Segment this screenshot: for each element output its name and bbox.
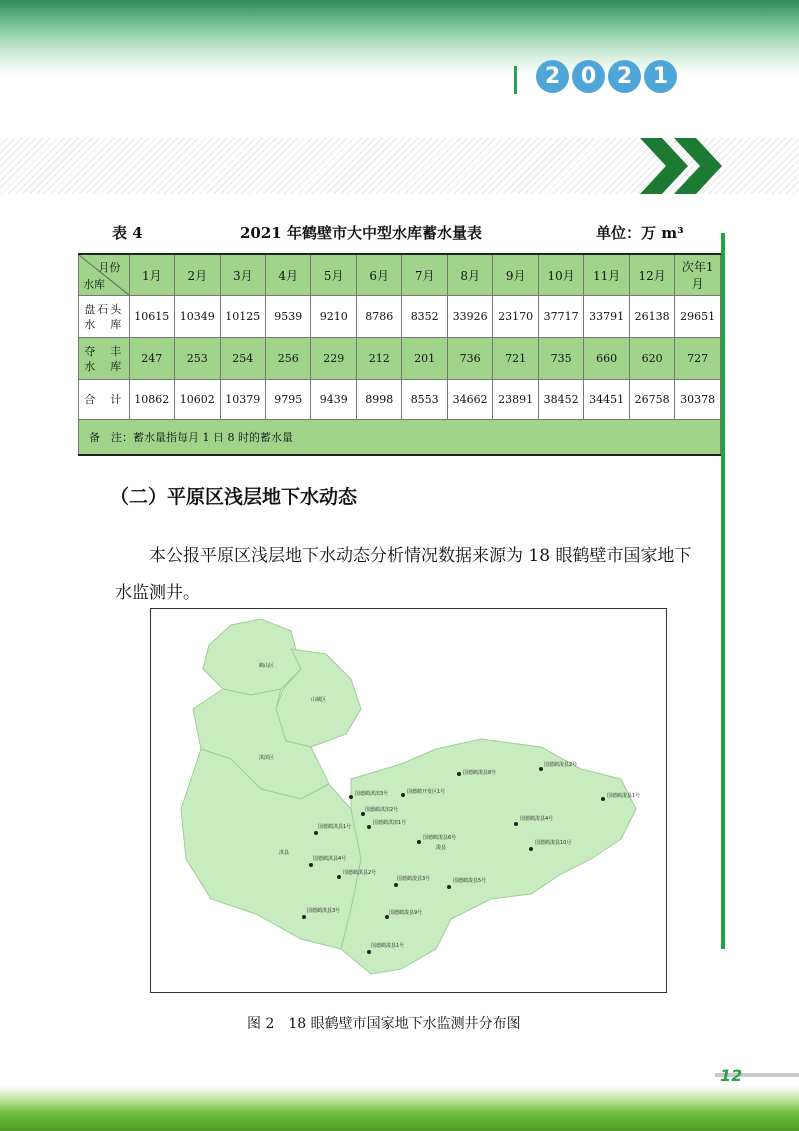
table-cell: 10349	[175, 296, 220, 338]
month-header: 1月	[129, 254, 174, 296]
table-header-row	[79, 254, 721, 296]
table-cell: 620	[629, 338, 674, 380]
table-cell: 34451	[584, 380, 629, 420]
grass-footer-band	[0, 1086, 799, 1131]
table-cell: 212	[356, 338, 401, 380]
year-divider	[514, 66, 517, 94]
page-number: 12	[720, 1066, 743, 1085]
month-header: 12月	[629, 254, 674, 296]
table-cell: 735	[538, 338, 583, 380]
table-cell: 9539	[266, 296, 311, 338]
table-cell: 10125	[220, 296, 265, 338]
table-cell: 254	[220, 338, 265, 380]
month-header: 11月	[584, 254, 629, 296]
well-marker	[302, 915, 306, 919]
year-digit: 1	[644, 60, 677, 93]
well-marker	[457, 772, 461, 776]
table-cell: 247	[129, 338, 174, 380]
well-marker	[367, 825, 371, 829]
year-badge	[536, 60, 677, 93]
table-cell: 256	[266, 338, 311, 380]
month-header: 10月	[538, 254, 583, 296]
district-label: 淇县	[279, 850, 290, 856]
table-cell: 8998	[356, 380, 401, 420]
month-header: 3月	[220, 254, 265, 296]
table-title: 2021 年鹤壁市大中型水库蓄水量表	[240, 224, 482, 242]
month-header: 次年1月	[675, 254, 721, 296]
year-digit: 2	[608, 60, 641, 93]
table-cell: 9795	[266, 380, 311, 420]
month-header: 8月	[447, 254, 492, 296]
table-cell: 253	[175, 338, 220, 380]
table-cell: 29651	[675, 296, 721, 338]
table-cell: 10379	[220, 380, 265, 420]
table-cell: 8352	[402, 296, 447, 338]
table-cell: 8786	[356, 296, 401, 338]
well-marker	[367, 950, 371, 954]
well-label: 国德鹤淇滨3号	[355, 791, 389, 797]
month-header: 6月	[356, 254, 401, 296]
table-corner-cell	[79, 254, 130, 296]
reservoir-storage-table	[78, 253, 721, 456]
table-cell: 9210	[311, 296, 356, 338]
figure-caption: 图 2 18 眼鹤壁市国家地下水监测井分布图	[247, 1016, 521, 1032]
well-marker	[529, 847, 533, 851]
table-note-row	[79, 420, 721, 455]
district-label: 鹤山区	[259, 663, 275, 669]
well-label: 国德鹤浚县1号	[371, 943, 405, 949]
total-label: 合 计	[79, 380, 130, 420]
body-paragraph: 本公报平原区浅层地下水动态分析情况数据来源为 18 眼鹤壁市国家地下水监测井。	[115, 546, 692, 603]
well-marker	[401, 793, 405, 797]
well-label: 国德鹤浚县2号	[544, 762, 578, 768]
well-label: 国德鹤浚县3号	[397, 876, 431, 882]
well-marker	[539, 767, 543, 771]
reservoir-name: 盘石头水 库	[79, 296, 130, 338]
table-row	[79, 380, 721, 420]
month-header: 4月	[266, 254, 311, 296]
table-cell: 10602	[175, 380, 220, 420]
well-label: 国德鹤浚县4号	[520, 816, 554, 822]
table-cell: 10615	[129, 296, 174, 338]
month-header: 2月	[175, 254, 220, 296]
well-marker	[349, 795, 353, 799]
well-marker	[601, 797, 605, 801]
well-marker	[337, 875, 341, 879]
well-label: 国德鹤浚县10号	[535, 840, 572, 846]
well-marker	[314, 831, 318, 835]
corner-reservoir-label: 水库	[83, 278, 105, 291]
district-label: 浚县	[436, 845, 447, 851]
well-label: 国德鹤浚县9号	[389, 910, 423, 916]
month-header: 9月	[493, 254, 538, 296]
well-label: 国德鹤淇滨2号	[365, 807, 399, 813]
header-gradient-band	[0, 0, 799, 75]
well-distribution-map	[150, 608, 667, 993]
table-row	[79, 338, 721, 380]
section-heading: （二）平原区浅层地下水动态	[110, 486, 358, 508]
well-label: 国德鹤淇县4号	[313, 856, 347, 862]
well-label: 国德鹤浚县6号	[423, 835, 457, 841]
month-header: 7月	[402, 254, 447, 296]
district-label: 淇滨区	[259, 755, 275, 761]
month-header: 5月	[311, 254, 356, 296]
table-cell: 9439	[311, 380, 356, 420]
well-marker	[417, 840, 421, 844]
table-cell: 660	[584, 338, 629, 380]
year-digit: 2	[536, 60, 569, 93]
well-label: 国德鹤淇滨1号	[373, 820, 407, 826]
table-cell: 229	[311, 338, 356, 380]
district-label: 山城区	[311, 697, 327, 703]
table-row	[79, 296, 721, 338]
table-cell: 30378	[675, 380, 721, 420]
well-marker	[394, 883, 398, 887]
table-cell: 23170	[493, 296, 538, 338]
table-cell: 26758	[629, 380, 674, 420]
well-label: 国德鹤开发区1号	[407, 789, 446, 795]
table-cell: 38452	[538, 380, 583, 420]
map-svg	[151, 609, 667, 993]
year-digit: 0	[572, 60, 605, 93]
table-cell: 33791	[584, 296, 629, 338]
table-note: 备 注：蓄水量指每月 1 日 8 时的蓄水量	[79, 420, 721, 455]
map-region-heshan	[203, 619, 301, 695]
well-label: 国德鹤淇县2号	[343, 870, 377, 876]
well-label: 国德鹤淇县1号	[318, 824, 352, 830]
table-label: 表 4	[112, 224, 143, 242]
table-unit: 单位：万 m³	[596, 224, 684, 242]
reservoir-name: 夺 丰水 库	[79, 338, 130, 380]
well-marker	[514, 822, 518, 826]
table-cell: 34662	[447, 380, 492, 420]
table-cell: 727	[675, 338, 721, 380]
table-cell: 33926	[447, 296, 492, 338]
well-label: 国德鹤浚县5号	[453, 878, 487, 884]
table-cell: 201	[402, 338, 447, 380]
well-label: 国德鹤淇县3号	[307, 908, 341, 914]
table-cell: 23891	[493, 380, 538, 420]
table-cell: 736	[447, 338, 492, 380]
double-chevron-icon	[640, 138, 730, 194]
well-marker	[447, 885, 451, 889]
table-cell: 26138	[629, 296, 674, 338]
well-label: 国德鹤浚县8号	[463, 770, 497, 776]
table-cell: 10862	[129, 380, 174, 420]
corner-month-label: 月份	[98, 261, 121, 274]
table-cell: 721	[493, 338, 538, 380]
well-marker	[309, 863, 313, 867]
table-cell: 37717	[538, 296, 583, 338]
right-accent-line	[721, 233, 725, 949]
well-label: 国德鹤浚县1号	[607, 793, 641, 799]
table-cell: 8553	[402, 380, 447, 420]
